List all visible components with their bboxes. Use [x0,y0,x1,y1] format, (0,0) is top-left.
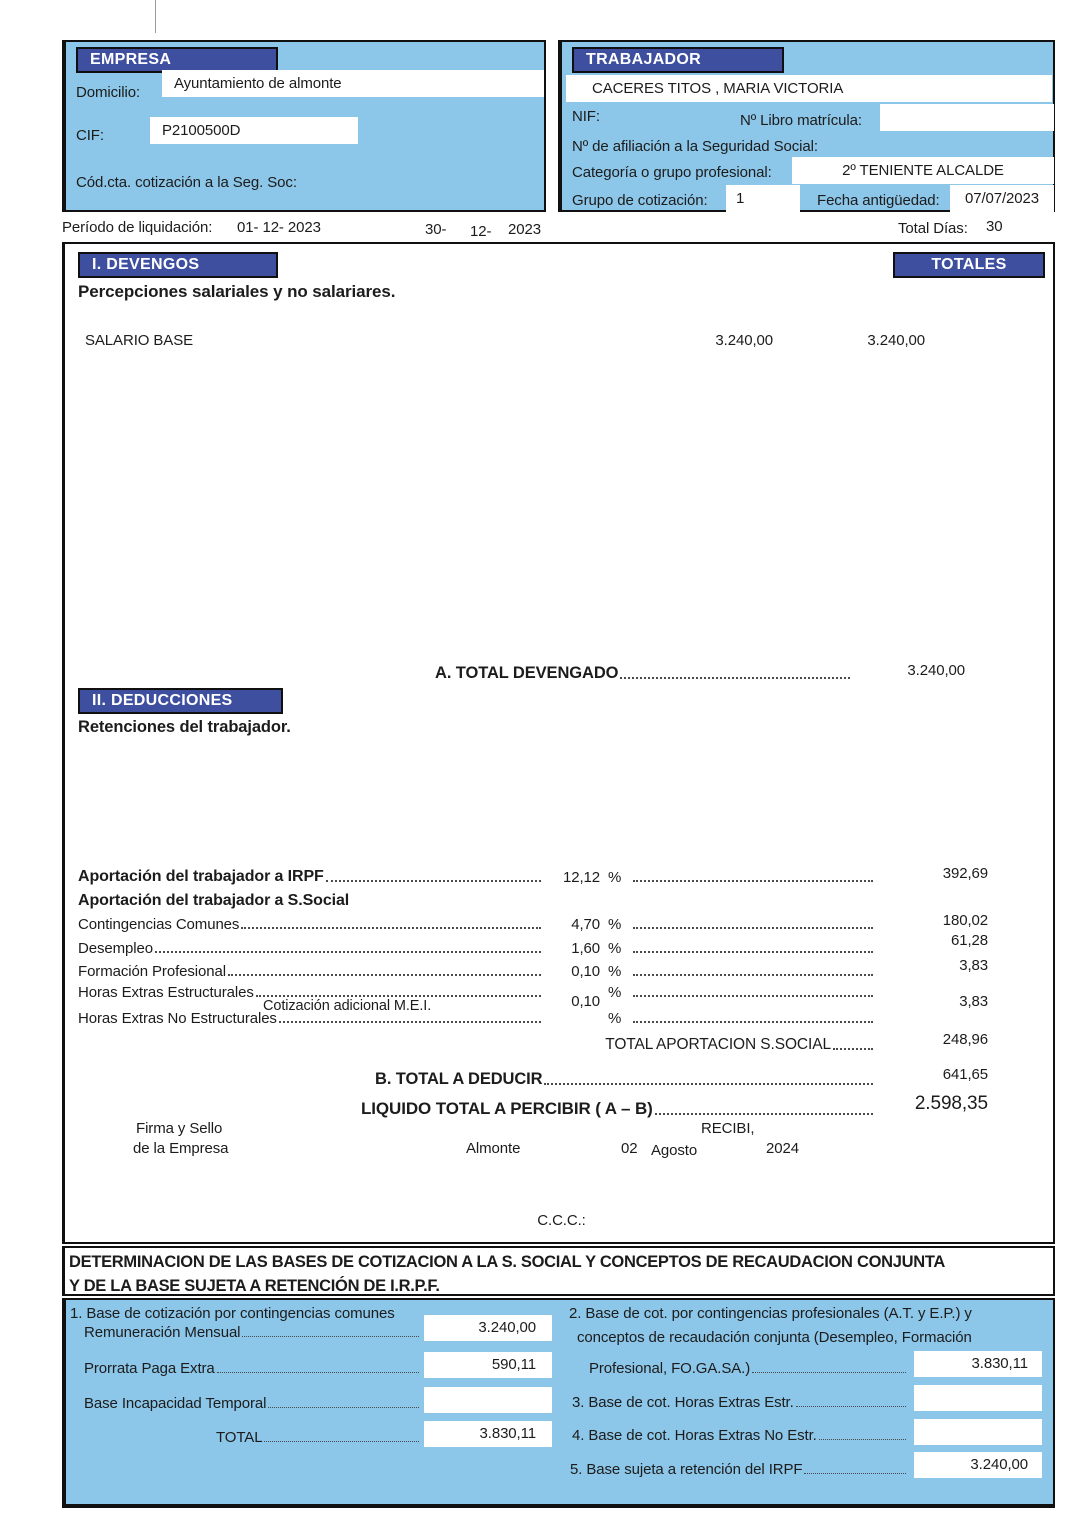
dot-leader [752,1372,906,1373]
deduccion-row [78,1010,988,1027]
base-label: TOTAL [216,1429,263,1446]
base-row [84,1324,422,1341]
total-devengado-label: A. TOTAL DEVENGADO [435,664,619,682]
crop-mark [155,0,156,33]
periodo-hasta-mes: 12- [470,223,492,240]
dot-leader [833,1048,873,1050]
bases-seccion2-linea1: 2. Base de cot. por contingencias profesionales (A.T. y E.P.) y [569,1305,972,1322]
deduccion-label: Horas Extras Estructurales [78,984,254,1001]
dot-leader [241,927,541,929]
firma-anio: 2024 [766,1140,799,1157]
dot-leader [217,1372,419,1373]
mei-value: 3,83 [959,993,988,1010]
deduccion-pct: 4,70 [571,916,600,933]
percent-sign: % [608,1010,622,1027]
libro-matricula-label: Nº Libro matrícula: [740,112,862,129]
deduccion-value: 61,28 [950,932,988,949]
firma-lugar: Almonte [466,1140,521,1157]
nif-label: NIF: [572,108,600,125]
domicilio-label: Domicilio: [76,84,141,101]
total-deducir-row [375,1066,988,1089]
dot-leader [155,951,541,953]
base-value-box: 590,11 [424,1352,552,1378]
deduccion-row [78,932,988,957]
deduccion-label: Horas Extras No Estructurales [78,1010,277,1027]
base-row [216,1429,422,1446]
deduccion-irpf-row [78,865,988,886]
base-label: Prorrata Paga Extra [84,1360,215,1377]
devengos-header: I. DEVENGOS [78,252,278,278]
percent-sign: % [608,916,622,933]
base-value-box: 3.240,00 [424,1315,552,1341]
deduccion-label: Contingencias Comunes [78,916,240,933]
devengo-importe: 3.240,00 [715,332,773,349]
base-value-box: 3.240,00 [914,1452,1042,1478]
libro-matricula-field [880,104,1054,131]
dot-leader [633,1021,873,1023]
devengo-total: 3.240,00 [867,332,925,349]
base-value-box: 3.830,11 [914,1351,1042,1377]
periodo-desde: 01- 12- 2023 [237,219,321,236]
dot-leader [655,1113,873,1115]
base-row [572,1394,909,1411]
deduccion-value: 180,02 [942,912,988,929]
deduccion-row [78,912,988,933]
base-row [84,1395,422,1412]
total-dias-label: Total Días: [898,220,968,237]
periodo-hasta-anio: 2023 [508,221,541,238]
deduccion-label: Formación Profesional [78,963,226,980]
afiliacion-label: Nº de afiliación a la Seguridad Social: [572,138,818,155]
liquidacion-body [62,242,1055,1244]
liquido-row [361,1093,988,1119]
fecha-antiguedad-label: Fecha antigüedad: [817,192,940,209]
categoria-field: 2º TENIENTE ALCALDE [792,157,1054,184]
empresa-header: EMPRESA [76,47,278,73]
mei-pct: 0,10 [571,993,600,1010]
deduccion-pct: 1,60 [571,940,600,957]
base-label: Base Incapacidad Temporal [84,1395,267,1412]
total-devengado-value: 3.240,00 [907,662,965,679]
base-row [570,1461,909,1478]
grupo-cotizacion-label: Grupo de cotización: [572,192,708,209]
base-label: 3. Base de cot. Horas Extras Estr. [572,1394,794,1411]
trabajador-panel [558,40,1055,212]
spacer [80,1048,602,1050]
base-row [84,1360,422,1377]
percent-sign: % [608,869,622,886]
liquido-label: LIQUIDO TOTAL A PERCIBIR ( A – B) [361,1099,653,1118]
trabajador-header: TRABAJADOR [572,47,784,73]
bases-seccion2-linea2: conceptos de recaudación conjunta (Desempleo, Formación [577,1329,972,1346]
deduccion-pct: 0,10 [571,963,600,980]
periodo-hasta-dia: 30- [425,221,447,238]
total-ss-row [78,1031,988,1054]
bases-title-line2: Y DE LA BASE SUJETA A RETENCIÓN DE I.R.P.F. [69,1277,440,1295]
dot-leader [620,677,850,679]
base-row [589,1360,909,1377]
nombre-field: CACERES TITOS , MARIA VICTORIA [566,75,1052,102]
total-ss-label: TOTAL APORTACION S.SOCIAL [605,1036,831,1053]
dot-leader [633,974,873,976]
deduccion-label: Aportación del trabajador a IRPF [78,868,324,885]
base-value-box [914,1385,1042,1411]
grupo-cotizacion-field: 1 [726,185,800,212]
total-deducir-value: 641,65 [942,1066,988,1083]
ccc-label: C.C.C.: [537,1212,586,1229]
percent-sign: % [608,984,622,1001]
categoria-label: Categoría o grupo profesional: [572,164,772,181]
bases-panel [62,1298,1055,1508]
codigo-cuenta-cotizacion-label: Cód.cta. cotización a la Seg. Soc: [76,174,297,191]
periodo-label: Período de liquidación: [62,219,213,236]
dot-leader [268,1407,419,1408]
deduccion-label: Desempleo [78,940,153,957]
deduccion-pct: 12,12 [562,869,600,886]
devengos-subtitle: Percepciones salariales y no salariares. [78,282,396,301]
dot-leader [819,1439,906,1440]
base-label: Remuneración Mensual [84,1324,241,1341]
firma-mes: Agosto [651,1142,698,1159]
deduccion-row [78,957,988,980]
totales-header: TOTALES [893,252,1045,278]
base-label: 4. Base de cot. Horas Extras No Estr. [572,1427,817,1444]
cif-field: P2100500D [150,117,358,144]
dot-leader [633,927,873,929]
fecha-antiguedad-field: 07/07/2023 [950,185,1054,212]
base-value-box: 3.830,11 [424,1421,552,1447]
deduccion-value: 392,69 [942,865,988,882]
dot-leader [633,951,873,953]
domicilio-field: Ayuntamiento de almonte [162,70,544,97]
base-label: 5. Base sujeta a retención del IRPF [570,1461,803,1478]
firma-line1: Firma y Sello [136,1120,223,1137]
percent-sign: % [608,963,622,980]
base-label: Profesional, FO.GA.SA.) [589,1360,751,1377]
bases-title-line1: DETERMINACION DE LAS BASES DE COTIZACION A LA S. SOCIAL Y CONCEPTOS DE RECAUDACION CONJUNTA [69,1253,945,1271]
total-dias-value: 30 [986,218,1003,235]
bases-seccion1-titulo: 1. Base de cotización por contingencias comunes [70,1305,395,1322]
base-value-box [424,1387,552,1413]
deducciones-subtitle: Retenciones del trabajador. [78,718,291,736]
recibi-label: RECIBI, [701,1120,755,1137]
dot-leader [228,974,541,976]
mei-note: Cotización adicional M.E.I. [263,998,432,1014]
cif-label: CIF: [76,127,104,144]
deducciones-header: II. DEDUCCIONES [78,688,283,714]
dot-leader [326,880,541,882]
base-value-box [914,1419,1042,1445]
dot-leader [279,1021,541,1023]
firma-line2: de la Empresa [133,1140,229,1157]
firma-dia: 02 [621,1140,638,1157]
dot-leader [242,1336,419,1337]
dot-leader [633,880,873,882]
bases-title-box [62,1246,1055,1296]
dot-leader [796,1406,906,1407]
devengo-concepto: SALARIO BASE [85,332,194,349]
deduccion-value: 3,83 [959,957,988,974]
base-row [572,1427,909,1444]
total-devengado-row [435,664,965,683]
dot-leader [264,1441,419,1442]
ss-section-header: Aportación del trabajador a S.Social [78,892,350,909]
empresa-panel [62,40,546,212]
percent-sign: % [608,940,622,957]
liquido-value: 2.598,35 [914,1093,988,1114]
dot-leader [544,1083,873,1085]
total-ss-value: 248,96 [942,1031,988,1048]
total-deducir-label: B. TOTAL A DEDUCIR [375,1070,543,1088]
dot-leader [804,1473,906,1474]
